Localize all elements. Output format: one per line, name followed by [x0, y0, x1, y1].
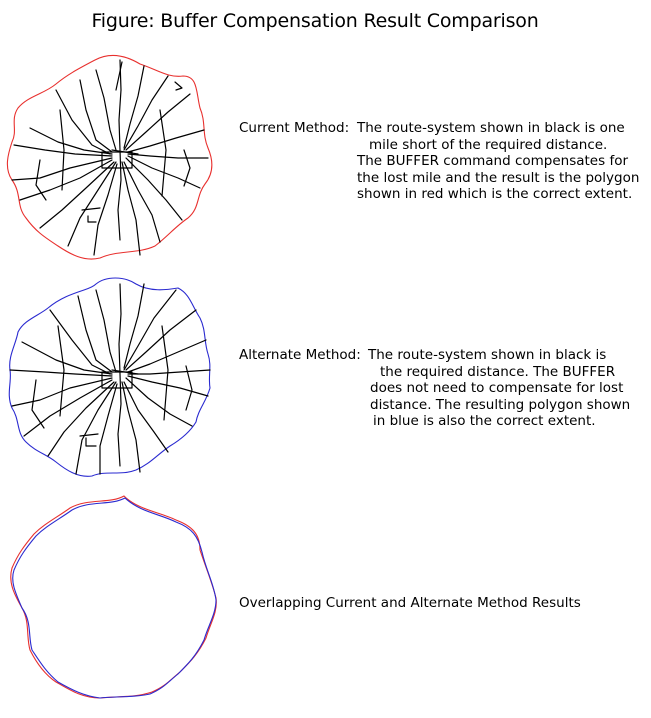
alternate-description-line: in blue is also the correct extent. [373, 413, 596, 429]
overlap-map [0, 490, 230, 710]
overlap-caption: Overlapping Current and Alternate Method Results [239, 595, 581, 611]
current-description-line: shown in red which is the correct extent. [357, 186, 633, 202]
alternate-description-line: The route-system shown in black is [368, 347, 607, 363]
alternate-method-map [0, 270, 230, 485]
alternate-buffer-polygon [9, 278, 210, 476]
figure-title: Figure: Buffer Compensation Result Comparison [91, 10, 539, 32]
current-method-map [0, 50, 230, 265]
alternate-route-network [10, 284, 210, 474]
overlap-alternate-polygon [13, 498, 216, 698]
current-description-line: mile short of the required distance. [369, 136, 608, 153]
alternate-method-caption [239, 347, 649, 437]
alternate-method-label: Alternate Method: [239, 347, 361, 363]
alternate-description-line: does not need to compensate for lost [370, 380, 624, 396]
current-description-line: The BUFFER command compensates for [357, 153, 629, 169]
alternate-description-line: the required distance. The BUFFER [380, 363, 616, 380]
current-method-caption [239, 120, 639, 210]
current-description-line: the lost mile and the result is the polygon [357, 169, 640, 186]
current-buffer-polygon [7, 55, 211, 259]
current-method-label: Current Method: [239, 120, 350, 136]
current-description-line: The route-system shown in black is one [357, 120, 625, 136]
alternate-description-line: distance. The resulting polygon shown [370, 396, 631, 413]
